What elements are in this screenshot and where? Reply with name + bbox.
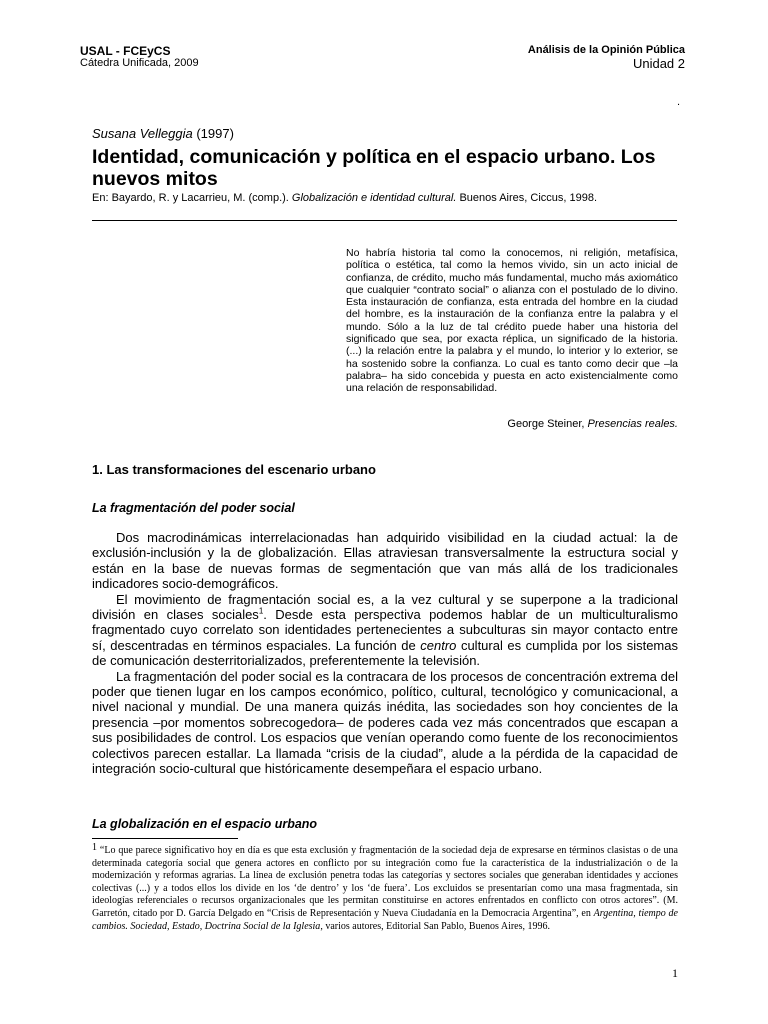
reference-book-title: Globalización e identidad cultural. — [291, 192, 457, 204]
epigraph-author: George Steiner, — [507, 418, 588, 430]
epigraph-citation — [507, 418, 678, 430]
header-dot: . — [676, 96, 680, 108]
header-course: Cátedra Unificada, 2009 — [80, 57, 199, 69]
section-heading: 1. Las transformaciones del escenario urbano — [92, 462, 376, 477]
article-author-line — [92, 126, 234, 141]
epigraph-quote: No habría historia tal como la conocemos, ni religión, metafísica, política o estética, tal como la hemos vivido, sin un acto inicial de confianza, de crédito, mucho más fundamental, mucho más axiomático que cualquier “contrato social” o alianza con el postulado de lo divino. Esta instauración de confianza, esta entrada del hombre en la ciudad del hombre, es la instauración de la confianza entre la palabra y el mundo. Sólo a la luz de tal crédito puede haber una historia del significado que sea, por exacta réplica, un significado de la historia. (...) la relación entre la palabra y el mundo, lo interior y lo exterior, se ha sostenido sobre la confianza. Lo cual es tanto como decir que –la palabra– ha sido concebida y puesta en acto existencialmente como una relación de responsabilidad. — [346, 247, 678, 395]
body-text — [92, 530, 678, 777]
reference-prefix: En: Bayardo, R. y Lacarrieu, M. (comp.). — [92, 192, 292, 204]
paragraph-text: . Desde esta perspectiva podemos hablar de un multiculturalismo fragmentado cuyo correlato son identidades pertenecientes a subculturas sin mayor contacto entre sí, descentradas en términos espaciales. La función de — [92, 607, 678, 653]
subsection-heading: La fragmentación del poder social — [92, 501, 295, 515]
epigraph-work: Presencias reales. — [587, 418, 678, 430]
article-author: Susana Velleggia — [92, 126, 193, 141]
page-number: 1 — [672, 966, 678, 980]
paragraph: La fragmentación del poder social es la contracara de los procesos de concentración extrema del poder que tienen lugar en los campos económico, político, cultural, tecnológico y comunicacional, a nivel nacional y mundial. De una manera quizás inédita, las sociedades son hoy concientes de la presencia –por momentos sobrecogedora– de poderes cada vez más concentrados que escapan a sus posibilidades de control. Los espacios que venían operando como fuente de los reconocimientos colectivos parecen estallar. La llamada “crisis de la ciudad”, alude a la pérdida de la capacidad de integración socio-cultural que históricamente desempeñara el espacio urbano. — [92, 668, 678, 777]
footnote-ref[interactable]: 1 — [258, 606, 264, 616]
footnote-text: , varios autores, Editorial San Pablo, Buenos Aires, 1996. — [320, 920, 551, 932]
title-divider — [92, 220, 677, 221]
paragraph — [92, 592, 678, 669]
article-year: (1997) — [192, 126, 234, 141]
paragraph-text: El movimiento de fragmentación social es, a la vez cultural y se superpone a la tradicional división en clases sociales — [92, 591, 678, 623]
footnote-divider — [92, 838, 238, 839]
header-subject: Análisis de la Opinión Pública — [527, 44, 685, 56]
header-unit: Unidad 2 — [632, 56, 685, 71]
footnote — [92, 842, 678, 933]
reference-suffix: Buenos Aires, Ciccus, 1998. — [456, 192, 598, 204]
article-reference — [92, 192, 597, 204]
footnote-book-title: Argentina, tiempo de cambios. Sociedad, Estado, Doctrina Social de la Iglesia — [92, 907, 678, 932]
footnote-mark: 1 — [92, 842, 97, 853]
subsection-heading: La globalización en el espacio urbano — [92, 817, 318, 831]
paragraph-emphasis: centro — [420, 637, 457, 653]
paragraph: Dos macrodinámicas interrelacionadas han adquirido visibilidad en la ciudad actual: la de exclusión-inclusión y la de globalización. Ellas atraviesan transversalmente la estructura social y están en la base de nuevas formas de segmentación que van más allá de los tradicionales indicadores socio-demográficos. — [92, 530, 678, 592]
article-title: Identidad, comunicación y política en el espacio urbano. Los nuevos mitos — [92, 146, 656, 190]
header-institution: USAL - FCEyCS — [80, 44, 171, 58]
footnote-text: “Lo que parece significativo hoy en día es que esta exclusión y fragmentación de la sociedad deja de expresarse en términos clasistas o de una determinada categoría social que genera actores en conflicto por su integración como fue la característica de la industrialización o de la modernización y reformas agrarias. La línea de exclusión penetra todas las categorías y sectores sociales que generaban identidades y acciones colectivas (...) y a todos ellos los divide en los ‘de dentro’ y los ‘de fuera’. Los excluidos se presentarían como una masa fragmentada, sin ideologías referenciales o recursos organizacionales que les permitan constituirse en actores enfrentados en conflicto con otros actores”. (M. Garretón, citado por D. García Delgado en “Crisis de Representación y Nueva Ciudadanía en la Democracia Argentina”, en — [92, 845, 678, 919]
paragraph-text: cultural es cumplida por los sistemas de comunicación desterritorializados, preferentemente la televisión. — [92, 637, 678, 669]
